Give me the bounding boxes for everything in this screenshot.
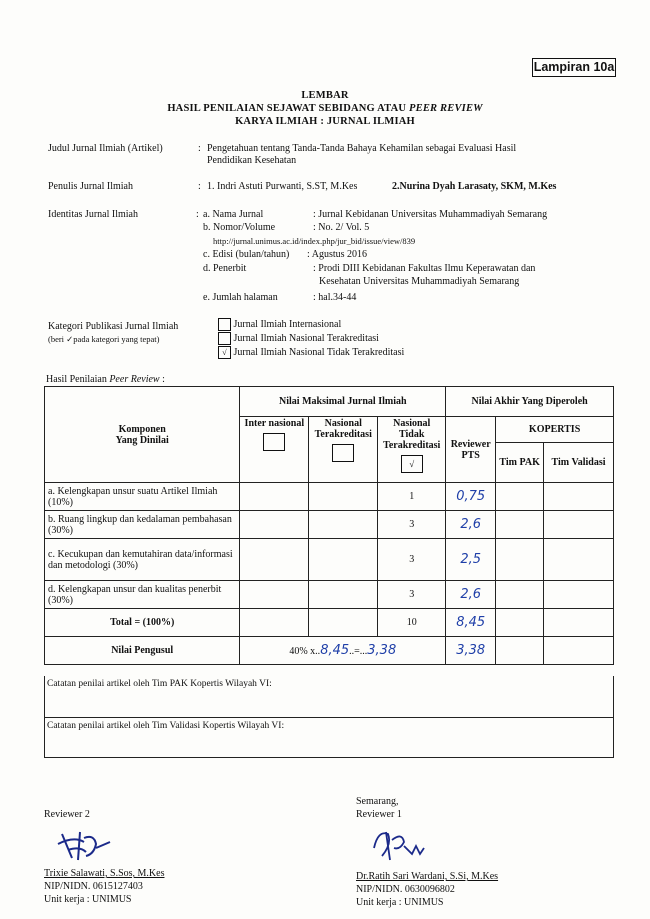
colon: : [196, 209, 199, 220]
proposer-formula [240, 637, 446, 665]
reviewer1-title: Reviewer 1 [356, 809, 402, 820]
journal-name-label: a. Nama Jurnal [203, 209, 264, 220]
doc-header-line2 [0, 103, 650, 114]
results-prefix: Hasil Penilaian [46, 374, 110, 385]
publisher-value-2: Kesehatan Universitas Muhammadiyah Semarang [319, 276, 520, 287]
publisher-label: d. Penerbit [203, 263, 247, 274]
row-max: 3 [378, 539, 446, 581]
empty-cell [240, 581, 309, 609]
category-checkbox-checked[interactable]: √ [218, 346, 231, 359]
empty-cell [240, 483, 309, 511]
reviewer1-name: Dr.Ratih Sari Wardani, S.Si, M.Kes [356, 871, 499, 882]
kopertis-header: KOPERTIS [496, 417, 614, 443]
reviewer1-unit: Unit kerja : UNIMUS [356, 897, 444, 908]
empty-cell [240, 539, 309, 581]
author-value-2: 2.Nurina Dyah Larasaty, SKM, M.Kes [392, 181, 557, 192]
author-value-1: 1. Indri Astuti Purwanti, S.ST, M.Kes [207, 181, 358, 192]
author-label: Penulis Jurnal Ilmiah [48, 181, 133, 192]
category-option-label: Jurnal Ilmiah Nasional Tidak Terakreditasi [233, 346, 405, 358]
category-checkbox[interactable] [218, 318, 231, 331]
checkbox-national-accredited[interactable] [332, 444, 354, 462]
results-italic: Peer Review [109, 374, 160, 385]
empty-cell [544, 581, 614, 609]
note-pak: Catatan penilai artikel oleh Tim PAK Kopertis Wilayah VI: [44, 676, 614, 718]
title-label: Judul Jurnal Ilmiah (Artikel) [48, 143, 163, 154]
component-header [45, 387, 240, 483]
max-score-header: Nilai Maksimal Jurnal Ilmiah [240, 387, 446, 417]
proposer-score: 3,38 [446, 637, 496, 665]
empty-cell [309, 609, 378, 637]
publisher-value-1: : Prodi DIII Kebidanan Fakultas Ilmu Keperawatan dan [313, 263, 536, 274]
note-validasi: Catatan penilai artikel oleh Tim Validasi Kopertis Wilayah VI: [44, 718, 614, 758]
checkbox-national-not-accredited[interactable]: √ [401, 455, 423, 473]
category-option-1 [218, 318, 341, 331]
reviewer2-unit: Unit kerja : UNIMUS [44, 894, 132, 905]
row-label: b. Ruang lingkup dan kedalaman pembahasan (30%) [45, 511, 240, 539]
empty-cell [496, 511, 544, 539]
table-row [45, 581, 614, 609]
table-row [45, 511, 614, 539]
empty-cell [496, 637, 544, 665]
reviewer2-title: Reviewer 2 [44, 809, 90, 820]
empty-cell [240, 609, 309, 637]
category-option-label: Jurnal Ilmiah Internasional [233, 318, 342, 330]
pages-label: e. Jumlah halaman [203, 292, 278, 303]
assessment-table [44, 386, 614, 665]
empty-cell [496, 483, 544, 511]
reviewer2-signature-icon [50, 824, 120, 866]
table-row [45, 539, 614, 581]
colon: : [198, 181, 201, 192]
number-label: b. Nomor/Volume [203, 222, 276, 233]
proposer-label: Nilai Pengusul [45, 637, 240, 665]
empty-cell [496, 609, 544, 637]
results-suffix: : [159, 374, 165, 385]
col-tim-validasi: Tim Validasi [544, 443, 614, 483]
row-label: a. Kelengkapan unsur suatu Artikel Ilmiah (10%) [45, 483, 240, 511]
journal-url: http://jurnal.unimus.ac.id/index.php/jur_bid/issue/view/839 [213, 236, 416, 246]
col-national-not-accredited-label: Nasional Tidak Terakreditasi [383, 418, 441, 451]
identity-label: Identitas Jurnal Ilmiah [48, 209, 138, 220]
total-row [45, 609, 614, 637]
row-score: 2,6 [446, 581, 496, 609]
col-tim-pak: Tim PAK [496, 443, 544, 483]
empty-cell [544, 483, 614, 511]
colon: : [198, 143, 201, 154]
row-max: 3 [378, 581, 446, 609]
pages-value: : hal.34-44 [313, 292, 357, 303]
empty-cell [309, 511, 378, 539]
edition-label: c. Edisi (bulan/tahun) [203, 249, 290, 260]
empty-cell [544, 609, 614, 637]
category-label: Kategori Publikasi Jurnal Ilmiah [48, 321, 179, 332]
row-max: 1 [378, 483, 446, 511]
journal-name-value: : Jurnal Kebidanan Universitas Muhammadiyah Semarang [313, 209, 548, 220]
final-score-header: Nilai Akhir Yang Diperoleh [446, 387, 614, 417]
number-value: : No. 2/ Vol. 5 [313, 222, 370, 233]
doc-header-line1: LEMBAR [301, 90, 349, 101]
header-prefix: HASIL PENILAIAN SEJAWAT SEBIDANG ATAU [167, 103, 409, 114]
checkbox-international[interactable] [263, 433, 285, 451]
reviewer2-nip: NIP/NIDN. 0615127403 [44, 881, 143, 892]
row-score: 0,75 [446, 483, 496, 511]
col-international [240, 417, 309, 483]
table-row [45, 483, 614, 511]
empty-cell [309, 539, 378, 581]
appendix-label: Lampiran 10a [532, 58, 616, 77]
title-value-1: Pengetahuan tentang Tanda-Tanda Bahaya Kehamilan sebagai Evaluasi Hasil [207, 143, 517, 154]
sign-place: Semarang, [356, 796, 399, 807]
category-option-label: Jurnal Ilmiah Nasional Terakreditasi [233, 332, 379, 344]
empty-cell [544, 511, 614, 539]
empty-cell [309, 581, 378, 609]
category-hint: (beri ✓pada kategori yang tepat) [48, 334, 160, 344]
empty-cell [544, 637, 614, 665]
empty-cell [496, 539, 544, 581]
reviewer2-name: Trixie Salawati, S.Sos, M.Kes [44, 868, 165, 879]
empty-cell [240, 511, 309, 539]
category-option-2 [218, 332, 379, 345]
doc-header-line3: KARYA ILMIAH : JURNAL ILMIAH [235, 116, 415, 127]
reviewer1-nip: NIP/NIDN. 0630096802 [356, 884, 455, 895]
col-reviewer: Reviewer PTS [446, 417, 496, 483]
total-score: 8,45 [446, 609, 496, 637]
row-label: c. Kecukupan dan kemutahiran data/informasi dan metodologi (30%) [45, 539, 240, 581]
category-checkbox[interactable] [218, 332, 231, 345]
formula-value-a: 8,45 [320, 643, 350, 658]
component-header-1: Komponen [118, 423, 166, 435]
total-max: 10 [378, 609, 446, 637]
proposer-row [45, 637, 614, 665]
reviewer1-signature-icon [368, 826, 438, 866]
row-score: 2,6 [446, 511, 496, 539]
formula-prefix: 40% x.. [289, 646, 321, 657]
row-max: 3 [378, 511, 446, 539]
formula-value-b: 3,38 [367, 643, 397, 658]
row-label: d. Kelengkapan unsur dan kualitas penerbit (30%) [45, 581, 240, 609]
col-international-label: Inter nasional [244, 418, 305, 429]
empty-cell [309, 483, 378, 511]
results-label [46, 374, 165, 385]
empty-cell [496, 581, 544, 609]
category-option-3 [218, 346, 404, 359]
formula-mid: ..=... [349, 646, 368, 657]
title-value-2: Pendidikan Kesehatan [207, 155, 297, 166]
header-italic: PEER REVIEW [409, 103, 483, 114]
col-national-accredited [309, 417, 378, 483]
col-national-accredited-label: Nasional Terakreditasi [314, 418, 372, 440]
col-national-not-accredited [378, 417, 446, 483]
empty-cell [544, 539, 614, 581]
total-label: Total = (100%) [45, 609, 240, 637]
row-score: 2,5 [446, 539, 496, 581]
edition-value: : Agustus 2016 [307, 249, 368, 260]
component-header-2: Yang Dinilai [115, 434, 169, 446]
